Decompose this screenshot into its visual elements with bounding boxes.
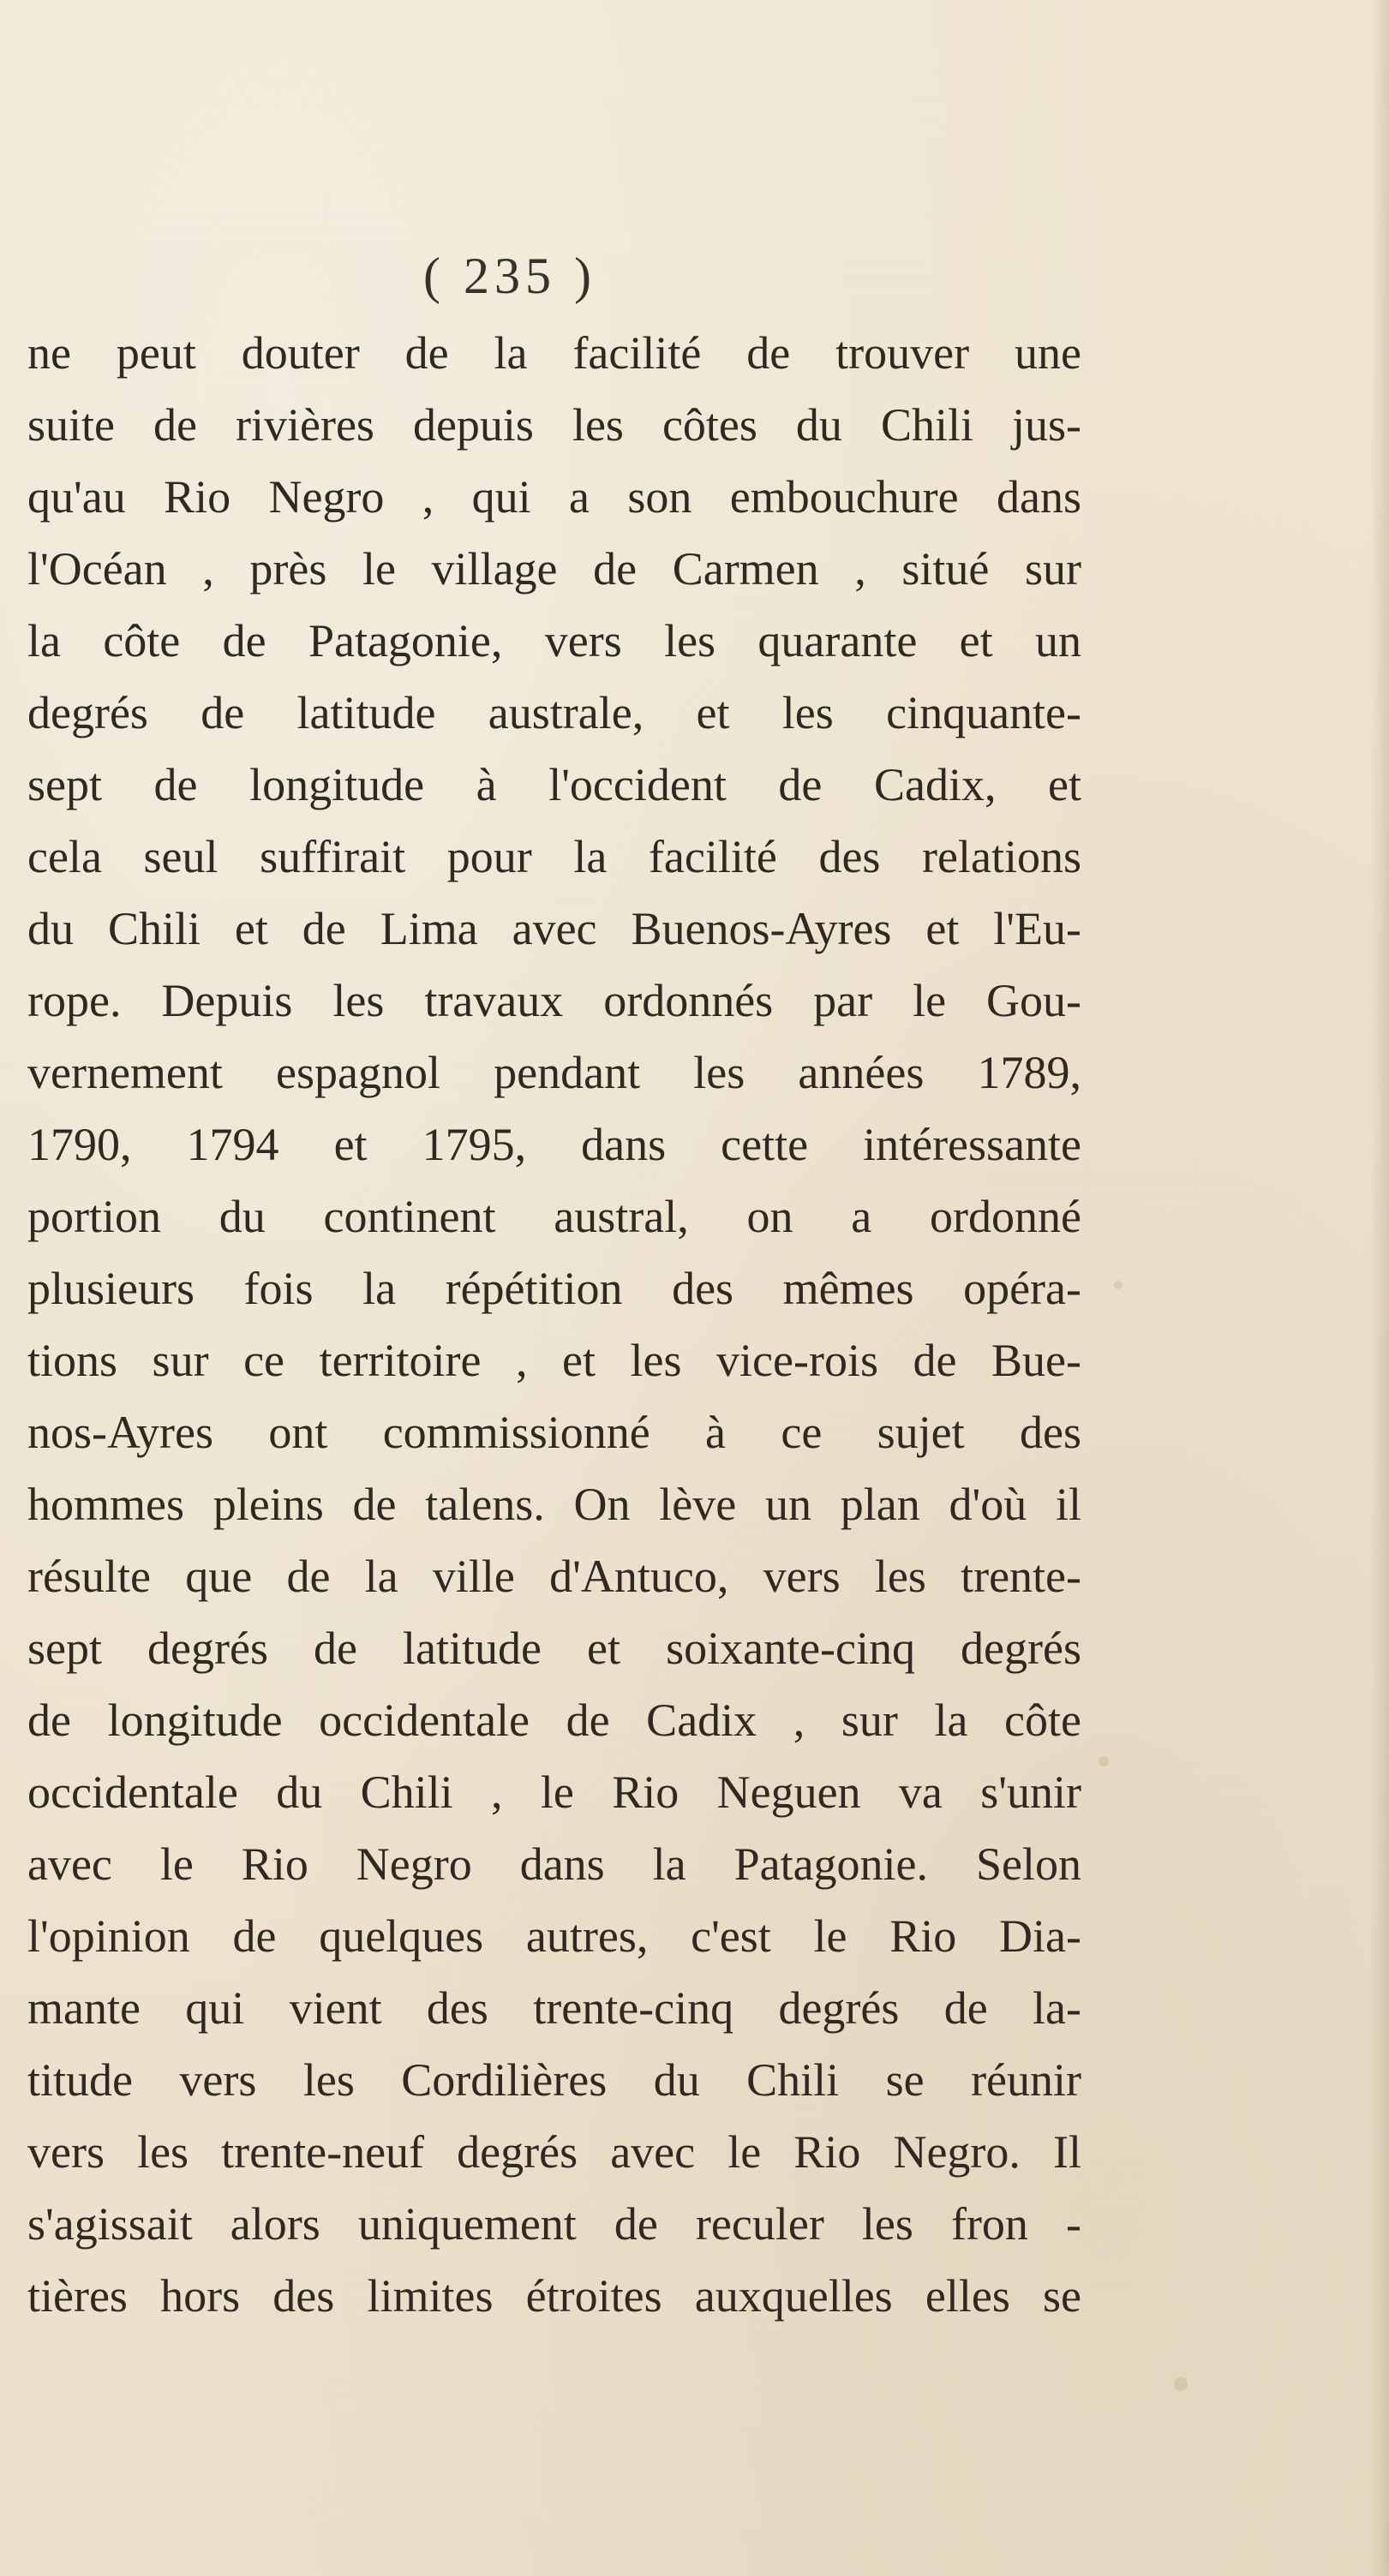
text-line: rope. Depuis les travaux ordonnés par le Gou- — [27, 975, 1081, 1026]
text-line: tières hors des limites étroites auxquelles elles se — [27, 2270, 1081, 2322]
body-text — [27, 317, 1081, 2332]
text-line: portion du continent austral, on a ordonné — [27, 1191, 1081, 1242]
text-line: mante qui vient des trente-cinq degrés de la- — [27, 1982, 1081, 2034]
page-edge-shadow — [1370, 0, 1389, 2576]
text-line: hommes pleins de talens. On lève un plan d'où il — [27, 1479, 1081, 1530]
text-line: sept de longitude à l'occident de Cadix, et — [27, 759, 1081, 810]
text-line: la côte de Patagonie, vers les quarante et un — [27, 615, 1081, 666]
text-line: degrés de latitude australe, et les cinquante- — [27, 687, 1081, 738]
text-line: de longitude occidentale de Cadix , sur la côte — [27, 1694, 1081, 1746]
page-number: ( 235 ) — [423, 248, 596, 304]
text-line: occidentale du Chili , le Rio Neguen va s'unir — [27, 1766, 1081, 1818]
paper-stain — [1174, 2377, 1188, 2391]
text-line: avec le Rio Negro dans la Patagonie. Selon — [27, 1838, 1081, 1890]
paper-stain — [1114, 1281, 1123, 1289]
text-line: plusieurs fois la répétition des mêmes opéra- — [27, 1263, 1081, 1314]
text-line: vernement espagnol pendant les années 1789, — [27, 1047, 1081, 1098]
text-line: l'Océan , près le village de Carmen , situé sur — [27, 543, 1081, 595]
text-line: cela seul suffirait pour la facilité des relations — [27, 831, 1081, 882]
text-line: vers les trente-neuf degrés avec le Rio Negro. Il — [27, 2126, 1081, 2178]
text-line: sept degrés de latitude et soixante-cinq degrés — [27, 1623, 1081, 1674]
text-line: du Chili et de Lima avec Buenos-Ayres et l'Eu- — [27, 903, 1081, 954]
text-line: suite de rivières depuis les côtes du Chili jus- — [27, 399, 1081, 451]
text-line: l'opinion de quelques autres, c'est le Rio Dia- — [27, 1910, 1081, 1962]
text-line: 1790, 1794 et 1795, dans cette intéressante — [27, 1119, 1081, 1170]
paper-stain — [1099, 1756, 1109, 1766]
text-line: qu'au Rio Negro , qui a son embouchure dans — [27, 471, 1081, 523]
text-line: nos-Ayres ont commissionné à ce sujet des — [27, 1407, 1081, 1458]
text-line: tions sur ce territoire , et les vice-rois de Bue- — [27, 1335, 1081, 1386]
text-line: ne peut douter de la facilité de trouver une — [27, 327, 1081, 379]
text-line: s'agissait alors uniquement de reculer les fron - — [27, 2198, 1081, 2250]
text-line: résulte que de la ville d'Antuco, vers les trente- — [27, 1551, 1081, 1602]
text-line: titude vers les Cordilières du Chili se réunir — [27, 2054, 1081, 2106]
